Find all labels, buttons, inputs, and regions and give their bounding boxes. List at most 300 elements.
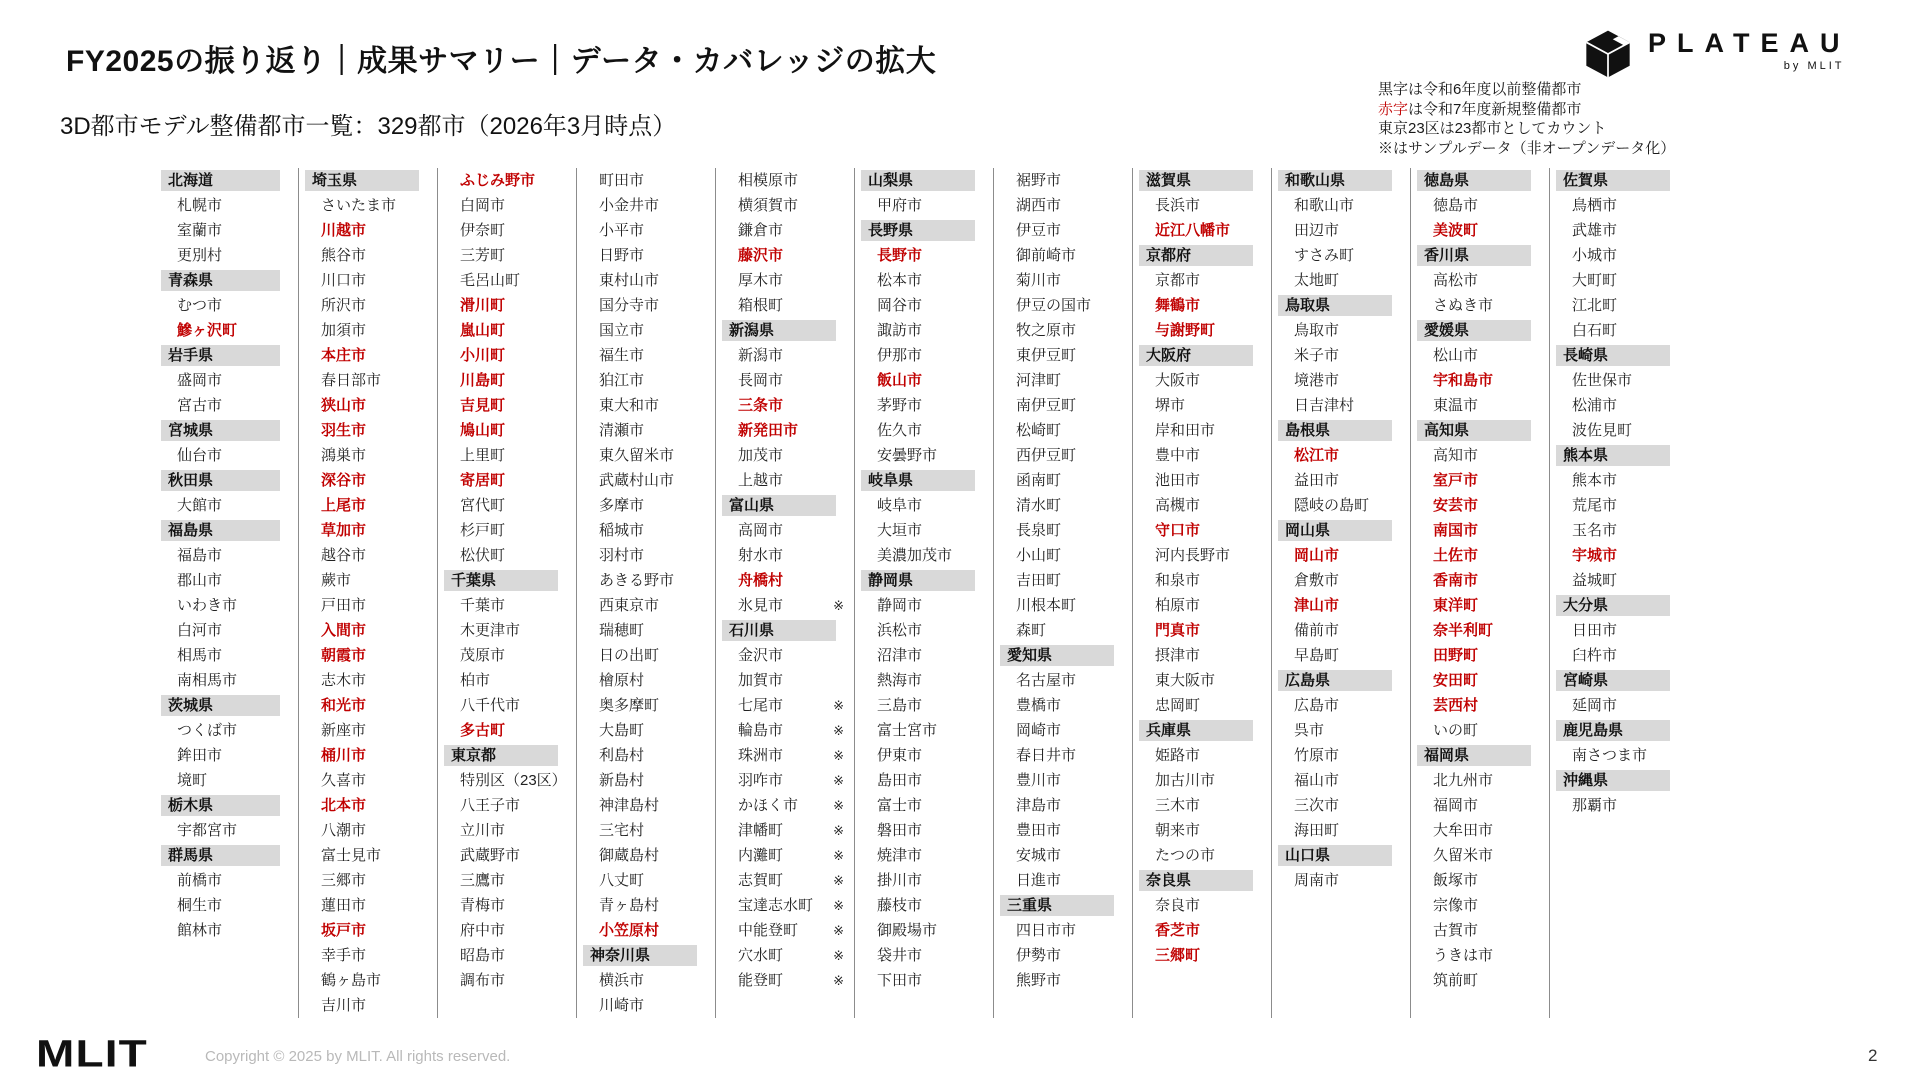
city-label: 金沢市: [738, 647, 784, 664]
city-label: 清水町: [1016, 497, 1062, 514]
city-label: 香南市: [1433, 572, 1479, 589]
city-item: [1415, 518, 1547, 543]
city-label: 海田町: [1294, 822, 1340, 839]
city-item: [581, 443, 713, 468]
city-item: [1137, 543, 1269, 568]
city-item: [1276, 868, 1408, 893]
city-item: [998, 418, 1130, 443]
city-item: [1415, 543, 1547, 568]
city-item: [859, 418, 991, 443]
city-item: [1415, 718, 1547, 743]
city-label: 川口市: [321, 272, 367, 289]
sample-data-mark: ※: [833, 873, 844, 888]
city-item: [159, 743, 296, 768]
city-item: [998, 618, 1130, 643]
prefecture-header: 茨城県: [161, 695, 280, 716]
city-item: [581, 968, 713, 993]
plateau-wordmark: PLATEAU: [1648, 28, 1851, 58]
city-label: 桶川市: [321, 747, 367, 764]
city-label: 古賀市: [1433, 922, 1479, 939]
city-item: [720, 268, 852, 293]
city-item: [1415, 693, 1547, 718]
city-label: 特別区（23区）: [460, 772, 567, 789]
city-label: 玉名市: [1572, 522, 1618, 539]
city-label: 小笠原村: [599, 922, 660, 939]
prefecture-header: 熊本県: [1556, 445, 1670, 466]
city-label: 大垣市: [877, 522, 923, 539]
city-label: 御蔵島村: [599, 847, 660, 864]
city-label: 武蔵野市: [460, 847, 521, 864]
city-label: 飯山市: [877, 372, 923, 389]
city-item: [1137, 368, 1269, 393]
city-label: 京都市: [1155, 272, 1201, 289]
city-label: 郡山市: [177, 572, 223, 589]
city-item: [442, 518, 574, 543]
city-item: [1276, 193, 1408, 218]
prefecture-column: [993, 168, 1132, 1018]
city-item: [998, 768, 1130, 793]
city-label: 千葉市: [460, 597, 506, 614]
prefecture-header: 宮城県: [161, 420, 280, 441]
city-item: [159, 443, 296, 468]
city-item: [581, 818, 713, 843]
city-label: 内灘町: [738, 847, 784, 864]
legend-red-label: 赤字: [1378, 100, 1409, 118]
city-label: 境港市: [1294, 372, 1340, 389]
city-item: [159, 543, 296, 568]
city-item: [442, 893, 574, 918]
city-label: 日の出町: [599, 647, 660, 664]
city-item: [1276, 618, 1408, 643]
city-item: [998, 518, 1130, 543]
city-item: [1137, 593, 1269, 618]
city-label: 長浜市: [1155, 197, 1201, 214]
city-label: すさみ町: [1294, 247, 1355, 264]
city-item: [1415, 843, 1547, 868]
city-item: [998, 318, 1130, 343]
city-label: 志木市: [321, 672, 367, 689]
city-label: 西東京市: [599, 597, 660, 614]
city-label: 上里町: [460, 447, 506, 464]
city-label: 相模原市: [738, 172, 799, 189]
city-label: 名古屋市: [1016, 672, 1077, 689]
city-item: [159, 668, 296, 693]
city-item: [1137, 643, 1269, 668]
city-item: [1137, 268, 1269, 293]
city-item: [1554, 518, 1686, 543]
city-item: [159, 493, 296, 518]
city-label: 志賀町: [738, 872, 784, 889]
city-item: [442, 868, 574, 893]
city-label: 横浜市: [599, 972, 645, 989]
city-item: [998, 193, 1130, 218]
city-label: 四日市市: [1016, 922, 1077, 939]
city-label: 幸手市: [321, 947, 367, 964]
sample-data-mark: ※: [833, 598, 844, 613]
city-item: [1415, 793, 1547, 818]
prefecture-column: [298, 168, 437, 1018]
plateau-logo: [1582, 28, 1851, 85]
city-label: 青ヶ島村: [599, 897, 660, 914]
city-label: いわき市: [177, 597, 238, 614]
city-label: 奥多摩町: [599, 697, 660, 714]
city-item: [303, 593, 435, 618]
city-label: 春日部市: [321, 372, 382, 389]
city-label: 川越市: [321, 222, 367, 239]
city-item: [720, 393, 852, 418]
city-item: [1137, 668, 1269, 693]
city-label: 狭山市: [321, 397, 367, 414]
city-item: [720, 743, 852, 768]
city-item: [720, 693, 852, 718]
city-label: 福島市: [177, 547, 223, 564]
city-label: 加古川市: [1155, 772, 1216, 789]
city-item: [859, 718, 991, 743]
city-item: [581, 393, 713, 418]
city-item: [859, 968, 991, 993]
city-item: [998, 693, 1130, 718]
city-label: 和歌山市: [1294, 197, 1355, 214]
city-label: 福山市: [1294, 772, 1340, 789]
city-label: 近江八幡市: [1155, 222, 1231, 239]
city-item: [581, 243, 713, 268]
city-item: [720, 518, 852, 543]
city-item: [1137, 468, 1269, 493]
prefecture-header: 石川県: [722, 620, 836, 641]
city-item: [1276, 318, 1408, 343]
city-item: [1137, 768, 1269, 793]
city-label: 戸田市: [321, 597, 367, 614]
city-label: 久喜市: [321, 772, 367, 789]
city-item: [442, 243, 574, 268]
city-label: 鳩山町: [460, 422, 506, 439]
city-item: [998, 818, 1130, 843]
prefecture-column: [159, 168, 298, 1018]
city-label: 浜松市: [877, 622, 923, 639]
city-label: ふじみ野市: [460, 172, 536, 189]
city-label: 茅野市: [877, 397, 923, 414]
city-item: [442, 843, 574, 868]
city-item: [859, 593, 991, 618]
city-label: 周南市: [1294, 872, 1340, 889]
city-item: [442, 693, 574, 718]
city-label: 厚木市: [738, 272, 784, 289]
prefecture-column: [1271, 168, 1410, 1018]
city-label: 吉見町: [460, 397, 506, 414]
prefecture-column: [437, 168, 576, 1018]
city-label: 穴水町: [738, 947, 784, 964]
city-label: 所沢市: [321, 297, 367, 314]
city-label: 呉市: [1294, 722, 1325, 739]
city-item: [998, 968, 1130, 993]
prefecture-header: 島根県: [1278, 420, 1392, 441]
city-item: [720, 768, 852, 793]
city-label: 札幌市: [177, 197, 223, 214]
city-label: 南相馬市: [177, 672, 238, 689]
city-item: [581, 293, 713, 318]
city-label: 池田市: [1155, 472, 1201, 489]
city-label: 朝霞市: [321, 647, 367, 664]
city-item: [1276, 718, 1408, 743]
city-item: [859, 868, 991, 893]
prefecture-header: 京都府: [1139, 245, 1253, 266]
city-label: 倉敷市: [1294, 572, 1340, 589]
city-item: [303, 418, 435, 443]
city-label: さいたま市: [321, 197, 397, 214]
city-item: [1276, 368, 1408, 393]
city-item: [720, 343, 852, 368]
city-item: [998, 243, 1130, 268]
city-item: [1554, 218, 1686, 243]
city-item: [303, 318, 435, 343]
city-label: 安曇野市: [877, 447, 938, 464]
city-item: [1554, 743, 1686, 768]
city-item: [442, 643, 574, 668]
city-item: [1415, 643, 1547, 668]
city-item: [303, 243, 435, 268]
city-label: 仙台市: [177, 447, 223, 464]
prefecture-header: 佐賀県: [1556, 170, 1670, 191]
city-label: 東大阪市: [1155, 672, 1216, 689]
city-label: 高知市: [1433, 447, 1479, 464]
city-label: 中能登町: [738, 922, 799, 939]
city-item: [720, 543, 852, 568]
city-item: [1137, 893, 1269, 918]
city-label: 守口市: [1155, 522, 1201, 539]
city-item: [1554, 468, 1686, 493]
prefecture-header: 大分県: [1556, 595, 1670, 616]
sample-data-mark: ※: [833, 848, 844, 863]
city-item: [159, 618, 296, 643]
legend-line-black: [1378, 80, 1675, 100]
city-item: [442, 293, 574, 318]
city-item: [1554, 543, 1686, 568]
city-label: 蕨市: [321, 572, 352, 589]
city-label: 北本市: [321, 797, 367, 814]
city-label: 清瀬市: [599, 422, 645, 439]
city-label: 宝達志水町: [738, 897, 814, 914]
city-item: [442, 393, 574, 418]
city-label: 三木市: [1155, 797, 1201, 814]
city-item: [1554, 693, 1686, 718]
city-label: 奈良市: [1155, 897, 1201, 914]
city-item: [998, 593, 1130, 618]
city-label: 津山市: [1294, 597, 1340, 614]
city-label: 鴻巣市: [321, 447, 367, 464]
city-item: [998, 868, 1130, 893]
prefecture-column: [576, 168, 715, 1018]
city-item: [998, 668, 1130, 693]
prefecture-header: 鹿児島県: [1556, 720, 1670, 741]
city-label: 青梅市: [460, 897, 506, 914]
city-label: むつ市: [177, 297, 223, 314]
city-label: 毛呂山町: [460, 272, 521, 289]
legend-line-sample: [1378, 139, 1675, 159]
city-label: 杉戸町: [460, 522, 506, 539]
city-label: 松崎町: [1016, 422, 1062, 439]
city-item: [1415, 468, 1547, 493]
city-item: [720, 218, 852, 243]
city-label: 豊田市: [1016, 822, 1062, 839]
city-label: 加須市: [321, 322, 367, 339]
city-label: 吉田町: [1016, 572, 1062, 589]
city-label: 熊本市: [1572, 472, 1618, 489]
city-item: [859, 743, 991, 768]
city-label: 松浦市: [1572, 397, 1618, 414]
sample-data-mark: ※: [833, 948, 844, 963]
city-item: [720, 368, 852, 393]
prefecture-header: 岐阜県: [861, 470, 975, 491]
prefecture-header: 北海道: [161, 170, 280, 191]
city-item: [1415, 593, 1547, 618]
prefecture-header: 高知県: [1417, 420, 1531, 441]
city-label: 福岡市: [1433, 797, 1479, 814]
city-label: 田辺市: [1294, 222, 1340, 239]
city-item: [859, 768, 991, 793]
city-label: 土佐市: [1433, 547, 1479, 564]
page-title: FY2025の振り返り｜成果サマリー｜データ・カバレッジの拡大: [66, 45, 937, 78]
city-label: 荒尾市: [1572, 497, 1618, 514]
city-item: [720, 468, 852, 493]
city-item: [303, 543, 435, 568]
city-item: [1276, 243, 1408, 268]
city-item: [442, 268, 574, 293]
city-item: [1137, 318, 1269, 343]
city-item: [859, 668, 991, 693]
city-label: 森町: [1016, 622, 1047, 639]
city-label: 諏訪市: [877, 322, 923, 339]
prefecture-header: 東京都: [444, 745, 558, 766]
city-label: 室戸市: [1433, 472, 1479, 489]
city-label: 寄居町: [460, 472, 506, 489]
page-number: 2: [1868, 1046, 1878, 1065]
city-label: 福生市: [599, 347, 645, 364]
city-label: 七尾市: [738, 697, 784, 714]
city-item: [859, 618, 991, 643]
city-label: 茂原市: [460, 647, 506, 664]
city-label: あきる野市: [599, 572, 675, 589]
city-label: 木更津市: [460, 622, 521, 639]
city-label: 西伊豆町: [1016, 447, 1077, 464]
city-label: 松本市: [877, 272, 923, 289]
city-label: 横須賀市: [738, 197, 799, 214]
city-label: 摂津市: [1155, 647, 1201, 664]
city-label: 射水市: [738, 547, 784, 564]
city-item: [1137, 443, 1269, 468]
prefecture-header: 富山県: [722, 495, 836, 516]
city-label: 徳島市: [1433, 197, 1479, 214]
city-item: [1137, 493, 1269, 518]
city-label: 伊奈町: [460, 222, 506, 239]
city-item: [1276, 493, 1408, 518]
prefecture-header: 青森県: [161, 270, 280, 291]
city-item: [1276, 218, 1408, 243]
city-label: 舞鶴市: [1155, 297, 1201, 314]
city-item: [303, 618, 435, 643]
city-item: [581, 718, 713, 743]
city-item: [303, 668, 435, 693]
city-label: 小川町: [460, 347, 506, 364]
city-item: [303, 793, 435, 818]
city-item: [159, 893, 296, 918]
legend-line-tokyo: [1378, 119, 1675, 139]
prefecture-header: 大阪府: [1139, 345, 1253, 366]
city-item: [998, 393, 1130, 418]
city-item: [720, 818, 852, 843]
city-label: 新潟市: [738, 347, 784, 364]
city-label: 宮古市: [177, 397, 223, 414]
city-item: [581, 593, 713, 618]
city-item: [1554, 393, 1686, 418]
city-item: [1415, 668, 1547, 693]
city-item: [859, 318, 991, 343]
city-item: [581, 318, 713, 343]
city-label: 鉾田市: [177, 747, 223, 764]
city-label: たつの市: [1155, 847, 1216, 864]
copyright: Copyright © 2025 by MLIT. All rights reserved.: [205, 1048, 511, 1065]
city-item: [442, 593, 574, 618]
city-item: [998, 218, 1130, 243]
prefecture-header: 広島県: [1278, 670, 1392, 691]
plateau-byline: by MLIT: [1783, 60, 1845, 72]
city-label: 八丈町: [599, 872, 645, 889]
prefecture-column: [854, 168, 993, 1018]
city-item: [1137, 293, 1269, 318]
city-label: 湖西市: [1016, 197, 1062, 214]
city-label: 新島村: [599, 772, 645, 789]
city-label: 熊野市: [1016, 972, 1062, 989]
city-label: 宮代町: [460, 497, 506, 514]
city-item: [442, 768, 574, 793]
city-label: 深谷市: [321, 472, 367, 489]
city-item: [581, 668, 713, 693]
city-label: 熱海市: [877, 672, 923, 689]
city-label: 瑞穂町: [599, 622, 645, 639]
city-item: [442, 493, 574, 518]
city-label: 朝来市: [1155, 822, 1201, 839]
city-label: 坂戸市: [321, 922, 367, 939]
city-label: 東村山市: [599, 272, 660, 289]
prefecture-header: 福島県: [161, 520, 280, 541]
city-item: [303, 943, 435, 968]
city-label: 下田市: [877, 972, 923, 989]
city-item: [1415, 618, 1547, 643]
city-label: 八王子市: [460, 797, 521, 814]
city-item: [998, 743, 1130, 768]
city-label: 和泉市: [1155, 572, 1201, 589]
city-item: [1554, 493, 1686, 518]
city-item: [720, 793, 852, 818]
city-item: [998, 268, 1130, 293]
city-label: 三宅村: [599, 822, 645, 839]
city-item: [442, 193, 574, 218]
legend-text: 東京23区は23都市としてカウント: [1378, 120, 1607, 137]
city-item: [159, 768, 296, 793]
city-label: 鳥取市: [1294, 322, 1340, 339]
city-label: 熊谷市: [321, 247, 367, 264]
prefecture-header: 奈良県: [1139, 870, 1253, 891]
city-label: 大阪市: [1155, 372, 1201, 389]
city-item: [442, 968, 574, 993]
city-item: [159, 243, 296, 268]
city-item: [1137, 693, 1269, 718]
city-item: [159, 568, 296, 593]
city-item: [159, 818, 296, 843]
city-label: 佐世保市: [1572, 372, 1633, 389]
city-label: 岡崎市: [1016, 722, 1062, 739]
city-label: 小城市: [1572, 247, 1618, 264]
city-item: [998, 368, 1130, 393]
